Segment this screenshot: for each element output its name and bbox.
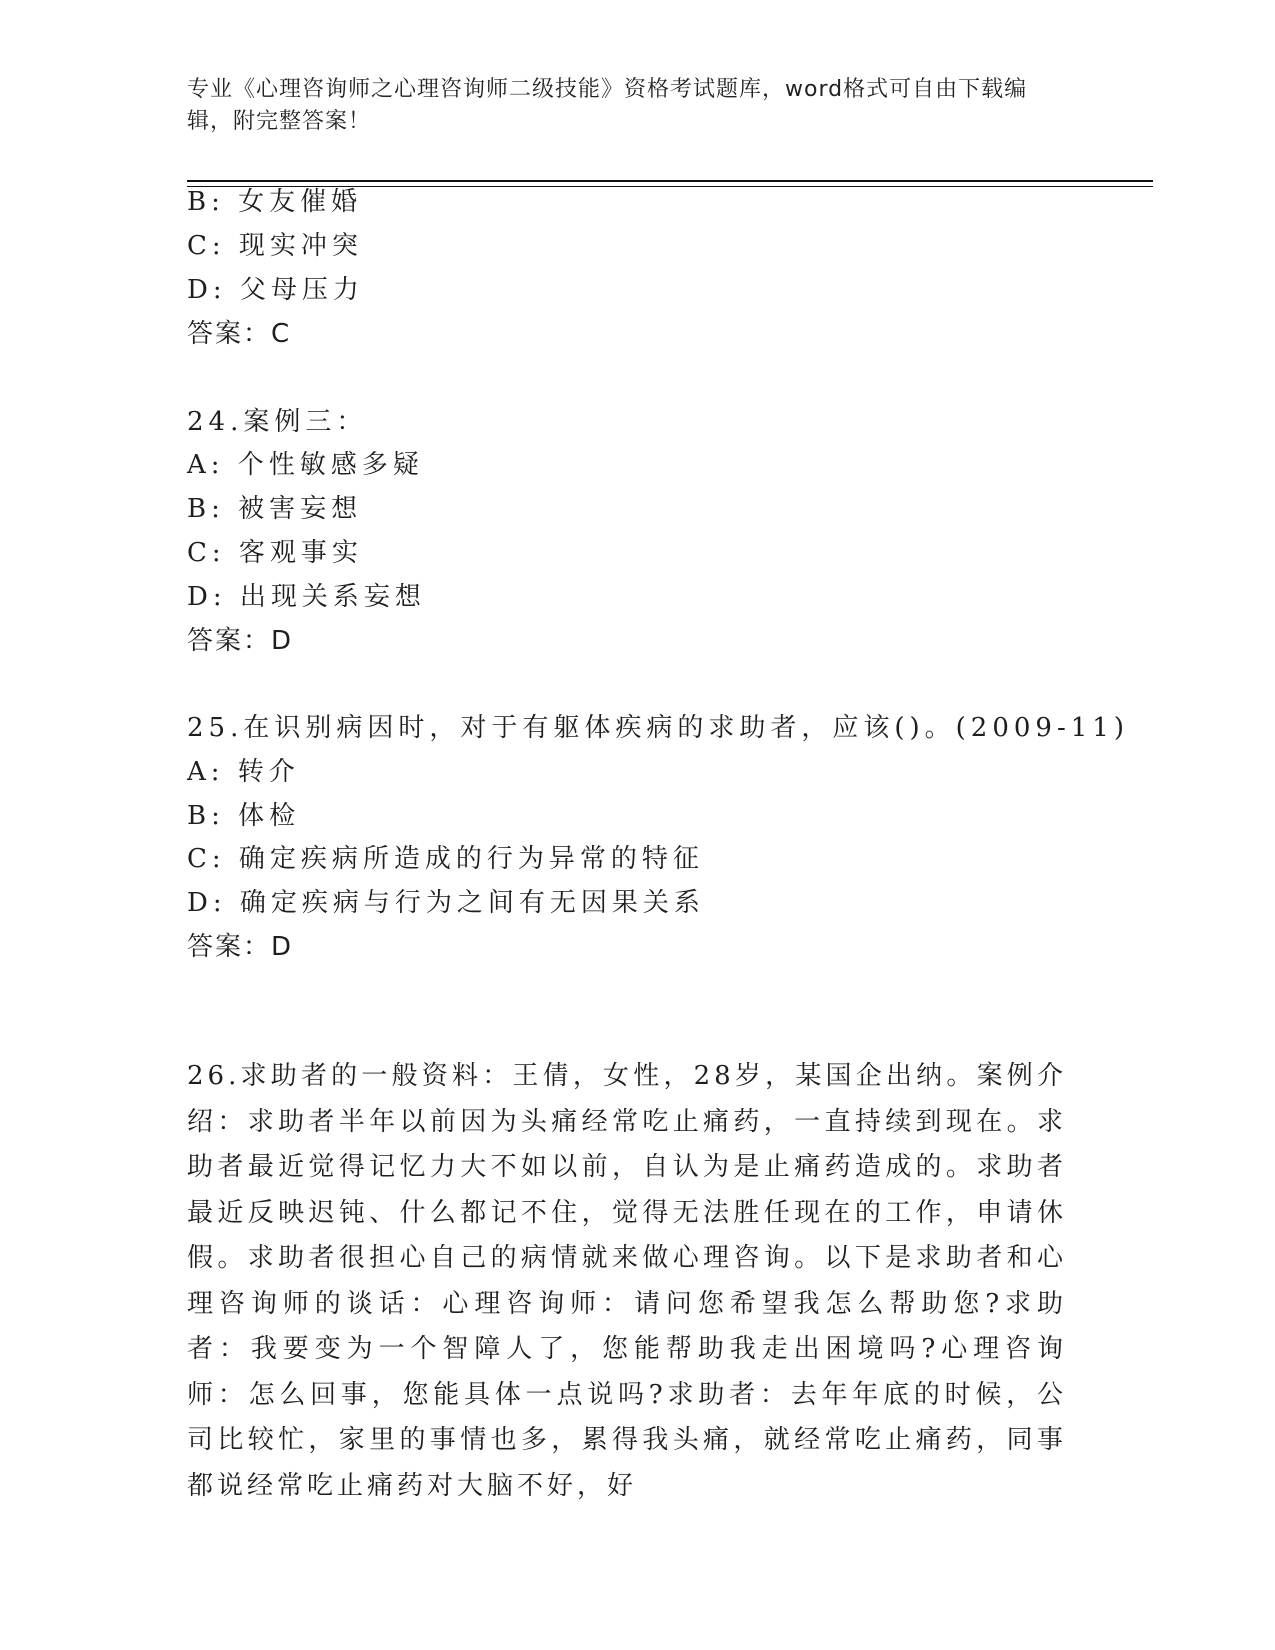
- q25-option-d: D: 确定疾病与行为之间有无因果关系: [187, 888, 705, 918]
- q24-option-c: C: 客观事实: [187, 538, 363, 568]
- q25-option-a: A: 转介: [187, 757, 300, 787]
- q24-option-a: A: 个性敏感多疑: [187, 450, 424, 480]
- q23-option-c: C: 现实冲突: [187, 231, 363, 261]
- q25-answer: 答案：D: [187, 932, 294, 962]
- q24-answer: 答案：D: [187, 626, 294, 656]
- q23-option-d: D: 父母压力: [187, 275, 364, 305]
- q26-case-text: 26.求助者的一般资料：王倩，女性，28岁，某国企出纳。案例介绍：求助者半年以前因为头痛经常吃止痛药，一直持续到现在。求助者最近觉得记忆力大不如以前，自认为是止痛药造成的。求助者最近反映迟钝、什么都记不住，觉得无法胜任现在的工作，申请休假。求助者很担心自己的病情就来做心理咨询。以下是求助者和心理咨询师的谈话：心理咨询师：请问您希望我怎么帮助您?求助者：我要变为一个智障人了，您能帮助我走出困境吗?心理咨询师：怎么回事，您能具体一点说吗?求助者：去年年底的时候，公司比较忙，家里的事情也多，累得我头痛，就经常吃止痛药，同事都说经常吃止痛药对大脑不好，好: [187, 1061, 1067, 1501]
- q24-option-b: B: 被害妄想: [187, 494, 363, 524]
- q25-option-b: B: 体检: [187, 801, 301, 831]
- q23-answer: 答案：C: [187, 319, 292, 349]
- q25-title: 25.在识别病因时，对于有躯体疾病的求助者，应该()。(2009-11): [187, 713, 1129, 743]
- page-header: 专业《心理咨询师之心理咨询师二级技能》资格考试题库，word格式可自由下载编辑，附完整答案！: [187, 77, 1028, 134]
- q24-title: 24.案例三：: [187, 407, 368, 437]
- q23-option-b: B: 女友催婚: [187, 187, 363, 217]
- q24-option-d: D: 出现关系妄想: [187, 582, 426, 612]
- q25-option-c: C: 确定疾病所造成的行为异常的特征: [187, 844, 704, 874]
